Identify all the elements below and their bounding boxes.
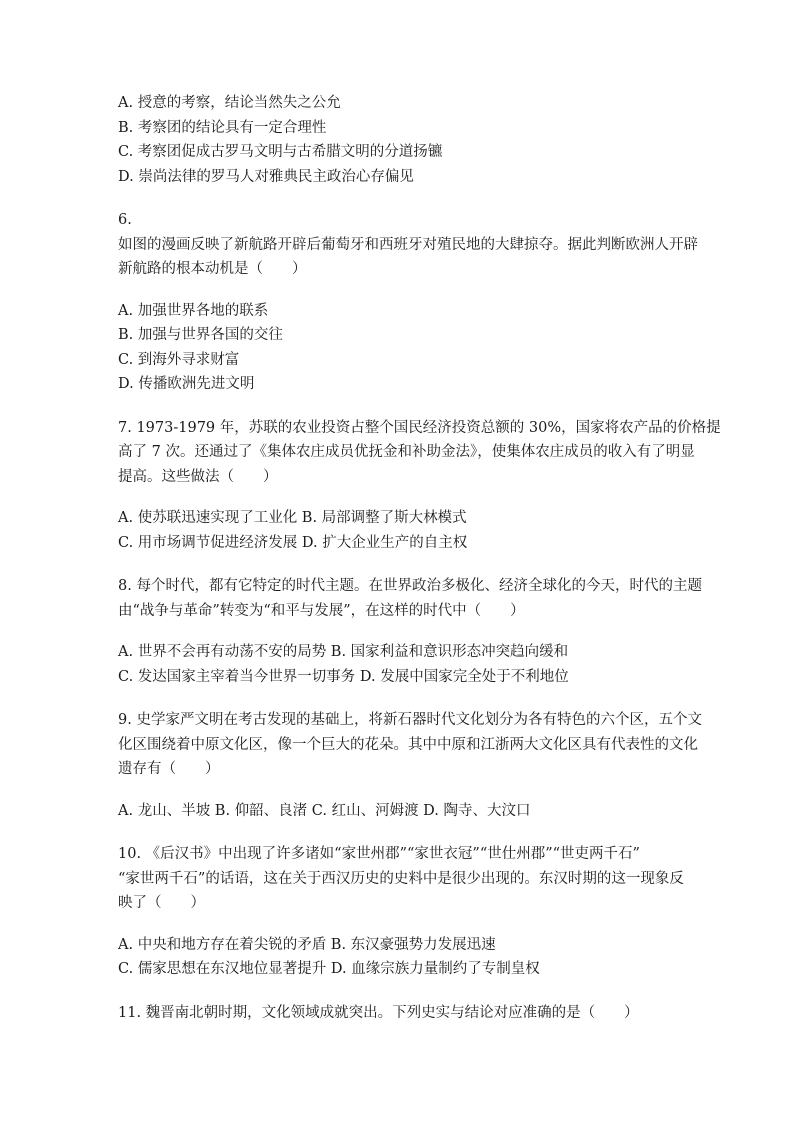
q10-stem-line: “家世两千石”的话语，这在关于西汉历史的史料中是很少出现的。东汉时期的这一现象反 (118, 870, 684, 887)
q6-stem-line: 新航路的根本动机是（ ） (118, 261, 307, 277)
q10-stem-line: 10. 《后汉书》中出现了许多诸如“家世州郡”“家世衣冠”“世仕州郡”“世吏两千石” (118, 846, 640, 862)
q8-options (118, 640, 684, 689)
question-9 (118, 708, 702, 782)
q7-stem-line: 高了 7 次。还通过了《集体农庄成员优抚金和补助金法》，使集体农庄成员的收入有了明显 (118, 444, 695, 460)
q5-option-d: D. 崇尚法律的罗马人对雅典民主政治心存偏见 (118, 168, 414, 185)
exam-page (118, 91, 721, 1025)
q7-options-ab: A. 使苏联迅速实现了工业化 B. 局部调整了斯大林模式 (118, 510, 467, 526)
q7-options (118, 506, 684, 555)
q7-stem-line: 7. 1973-1979 年，苏联的农业投资占整个国民经济投资总额的 30%，国家将农产品的价格提 (118, 419, 721, 436)
q6-option-a: A. 加强世界各地的联系 (118, 302, 269, 319)
q8-options-cd: C. 发达国家主宰着当今世界一切事务 D. 发展中国家完全处于不利地位 (118, 668, 569, 685)
q9-stem-line: 化区围绕着中原文化区，像一个巨大的花朵。其中中原和江浙两大文化区具有代表性的文化 (118, 736, 698, 753)
q9-stem-line: 遗存有（ ） (118, 761, 220, 777)
q8-stem-line: 8. 每个时代，都有它特定的时代主题。在世界政治多极化、经济全球化的今天，时代的主题 (118, 578, 702, 594)
q7-options-cd: C. 用市场调节促进经济发展 D. 扩大企业生产的自主权 (118, 534, 468, 551)
q6-options (118, 299, 684, 397)
q8-options-ab: A. 世界不会再有动荡不安的局势 B. 国家利益和意识形态冲突趋向缓和 (118, 644, 569, 660)
q10-options (118, 933, 684, 982)
q5-options (118, 91, 684, 189)
q10-stem-line: 映了（ ） (118, 895, 205, 911)
q6-option-b: B. 加强与世界各国的交往 (118, 327, 283, 343)
q10-options-ab: A. 中央和地方存在着尖锐的矛盾 B. 东汉豪强势力发展迅速 (118, 936, 496, 953)
q6-number: 6. (118, 212, 132, 228)
q10-options-cd: C. 儒家思想在东汉地位显著提升 D. 血缘宗族力量制约了专制皇权 (118, 961, 540, 977)
q9-options (118, 799, 684, 824)
question-10 (118, 842, 684, 916)
question-7 (118, 416, 721, 490)
q6-stem-line: 如图的漫画反映了新航路开辟后葡萄牙和西班牙对殖民地的大肆掠夺。据此判断欧洲人开辟 (118, 236, 698, 253)
question-6 (118, 208, 698, 282)
q11-stem-line: 11. 魏晋南北朝时期，文化领域成就突出。下列史实与结论对应准确的是（ ） (118, 1004, 639, 1021)
q5-option-a: A. 授意的考察，结论当然失之公允 (118, 95, 341, 111)
q5-option-b: B. 考察团的结论具有一定合理性 (118, 119, 327, 136)
q7-stem-line: 提高。这些做法（ ） (118, 468, 278, 485)
q9-stem-line: 9. 史学家严文明在考古发现的基础上，将新石器时代文化划分为各有特色的六个区，五个文 (118, 712, 702, 728)
q6-option-c: C. 到海外寻求财富 (118, 351, 240, 368)
q8-stem-line: 由“战争与革命”转变为“和平与发展”，在这样的时代中（ ） (118, 602, 525, 619)
question-8 (118, 574, 702, 623)
q6-option-d: D. 传播欧洲先进文明 (118, 376, 255, 392)
q9-options-abcd: A. 龙山、半坡 B. 仰韶、良渚 C. 红山、河姆渡 D. 陶寺、大汶口 (118, 802, 531, 819)
q5-option-c: C. 考察团促成古罗马文明与古希腊文明的分道扬镳 (118, 144, 443, 160)
question-11 (118, 1001, 684, 1026)
